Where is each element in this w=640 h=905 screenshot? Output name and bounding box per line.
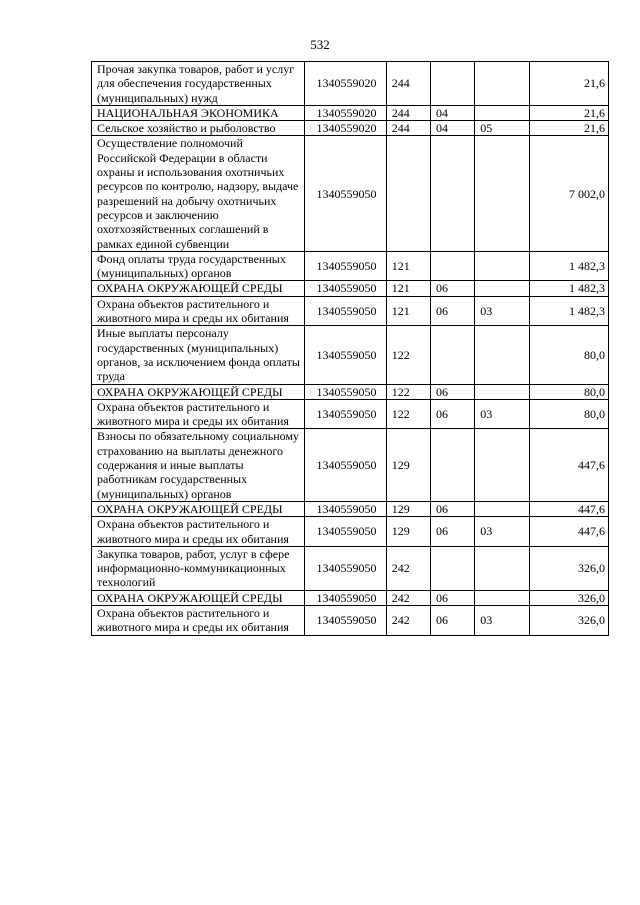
page-number: 532 (310, 37, 330, 52)
table-row (92, 62, 609, 106)
amount-cell: 326,0 (529, 546, 608, 590)
target-article-cell: 1340559050 (305, 605, 386, 635)
subsection-cell: 03 (475, 605, 529, 635)
row-name-cell: Взносы по обязательному социальному страхованию на выплаты денежного содержания и иные выплаты работникам государственных (муниципальных) органов (92, 429, 305, 501)
target-article-cell: 1340559050 (305, 517, 386, 547)
amount-cell: 7 002,0 (529, 136, 608, 251)
row-name-cell: ОХРАНА ОКРУЖАЮЩЕЙ СРЕДЫ (92, 590, 305, 605)
subsection-cell (475, 281, 529, 296)
section-cell: 06 (430, 296, 474, 326)
row-name-cell: ОХРАНА ОКРУЖАЮЩЕЙ СРЕДЫ (92, 281, 305, 296)
section-cell: 06 (430, 501, 474, 516)
section-cell: 04 (430, 105, 474, 120)
expense-type-cell: 242 (386, 605, 430, 635)
expense-type-cell: 129 (386, 501, 430, 516)
table-row (92, 105, 609, 120)
section-cell: 06 (430, 517, 474, 547)
amount-cell: 1 482,3 (529, 296, 608, 326)
amount-cell: 1 482,3 (529, 251, 608, 281)
subsection-cell (475, 136, 529, 251)
expense-type-cell (386, 136, 430, 251)
amount-cell: 447,6 (529, 429, 608, 501)
table-row (92, 136, 609, 251)
section-cell: 06 (430, 384, 474, 399)
subsection-cell: 03 (475, 517, 529, 547)
target-article-cell: 1340559050 (305, 136, 386, 251)
amount-cell: 21,6 (529, 105, 608, 120)
amount-cell: 1 482,3 (529, 281, 608, 296)
section-cell (430, 136, 474, 251)
table-row (92, 251, 609, 281)
target-article-cell: 1340559050 (305, 251, 386, 281)
row-name-cell: Закупка товаров, работ, услуг в сфере информационно-коммуникационных технологий (92, 546, 305, 590)
expense-type-cell: 244 (386, 121, 430, 136)
row-name-cell: Прочая закупка товаров, работ и услуг для обеспечения государственных (муниципальных) нужд (92, 62, 305, 106)
row-name-cell: ОХРАНА ОКРУЖАЮЩЕЙ СРЕДЫ (92, 384, 305, 399)
table-row (92, 296, 609, 326)
target-article-cell: 1340559050 (305, 590, 386, 605)
subsection-cell (475, 429, 529, 501)
subsection-cell: 05 (475, 121, 529, 136)
expense-type-cell: 129 (386, 429, 430, 501)
section-cell: 04 (430, 121, 474, 136)
section-cell: 06 (430, 590, 474, 605)
row-name-cell: Охрана объектов растительного и животного мира и среды их обитания (92, 399, 305, 429)
row-name-cell: Охрана объектов растительного и животного мира и среды их обитания (92, 517, 305, 547)
row-name-cell: ОХРАНА ОКРУЖАЮЩЕЙ СРЕДЫ (92, 501, 305, 516)
budget-table (91, 61, 609, 636)
section-cell (430, 251, 474, 281)
expense-type-cell: 122 (386, 384, 430, 399)
target-article-cell: 1340559050 (305, 384, 386, 399)
row-name-cell: Охрана объектов растительного и животного мира и среды их обитания (92, 296, 305, 326)
target-article-cell: 1340559050 (305, 281, 386, 296)
table-row (92, 501, 609, 516)
target-article-cell: 1340559020 (305, 62, 386, 106)
table-row (92, 429, 609, 501)
section-cell: 06 (430, 605, 474, 635)
amount-cell: 326,0 (529, 590, 608, 605)
budget-table-body (92, 62, 609, 636)
expense-type-cell: 121 (386, 281, 430, 296)
amount-cell: 447,6 (529, 501, 608, 516)
expense-type-cell: 129 (386, 517, 430, 547)
table-row (92, 281, 609, 296)
table-row (92, 546, 609, 590)
subsection-cell (475, 546, 529, 590)
target-article-cell: 1340559020 (305, 121, 386, 136)
amount-cell: 21,6 (529, 62, 608, 106)
target-article-cell: 1340559050 (305, 296, 386, 326)
amount-cell: 80,0 (529, 399, 608, 429)
row-name-cell: Осуществление полномочий Российской Федерации в области охраны и использования охотничьих ресурсов по контролю, надзору, выдаче разрешений на добычу охотничьих ресурсов и заключению охотхозяйственных соглашений в рамках единой субвенции (92, 136, 305, 251)
table-row (92, 517, 609, 547)
table-row (92, 121, 609, 136)
subsection-cell (475, 62, 529, 106)
amount-cell: 80,0 (529, 326, 608, 384)
section-cell: 06 (430, 399, 474, 429)
table-row (92, 590, 609, 605)
section-cell (430, 429, 474, 501)
amount-cell: 326,0 (529, 605, 608, 635)
section-cell (430, 326, 474, 384)
target-article-cell: 1340559050 (305, 546, 386, 590)
expense-type-cell: 122 (386, 326, 430, 384)
subsection-cell: 03 (475, 399, 529, 429)
subsection-cell (475, 105, 529, 120)
section-cell (430, 546, 474, 590)
row-name-cell: Сельское хозяйство и рыболовство (92, 121, 305, 136)
row-name-cell: НАЦИОНАЛЬНАЯ ЭКОНОМИКА (92, 105, 305, 120)
table-row (92, 605, 609, 635)
row-name-cell: Охрана объектов растительного и животного мира и среды их обитания (92, 605, 305, 635)
subsection-cell (475, 501, 529, 516)
target-article-cell: 1340559050 (305, 501, 386, 516)
table-row (92, 326, 609, 384)
target-article-cell: 1340559050 (305, 326, 386, 384)
expense-type-cell: 242 (386, 546, 430, 590)
row-name-cell: Иные выплаты персоналу государственных (муниципальных) органов, за исключением фонда оплаты труда (92, 326, 305, 384)
section-cell: 06 (430, 281, 474, 296)
row-name-cell: Фонд оплаты труда государственных (муниципальных) органов (92, 251, 305, 281)
target-article-cell: 1340559020 (305, 105, 386, 120)
table-row (92, 399, 609, 429)
table-row (92, 384, 609, 399)
amount-cell: 447,6 (529, 517, 608, 547)
subsection-cell (475, 384, 529, 399)
expense-type-cell: 244 (386, 62, 430, 106)
subsection-cell: 03 (475, 296, 529, 326)
expense-type-cell: 122 (386, 399, 430, 429)
amount-cell: 21,6 (529, 121, 608, 136)
expense-type-cell: 121 (386, 251, 430, 281)
target-article-cell: 1340559050 (305, 429, 386, 501)
subsection-cell (475, 251, 529, 281)
expense-type-cell: 244 (386, 105, 430, 120)
section-cell (430, 62, 474, 106)
subsection-cell (475, 326, 529, 384)
amount-cell: 80,0 (529, 384, 608, 399)
target-article-cell: 1340559050 (305, 399, 386, 429)
expense-type-cell: 242 (386, 590, 430, 605)
subsection-cell (475, 590, 529, 605)
expense-type-cell: 121 (386, 296, 430, 326)
